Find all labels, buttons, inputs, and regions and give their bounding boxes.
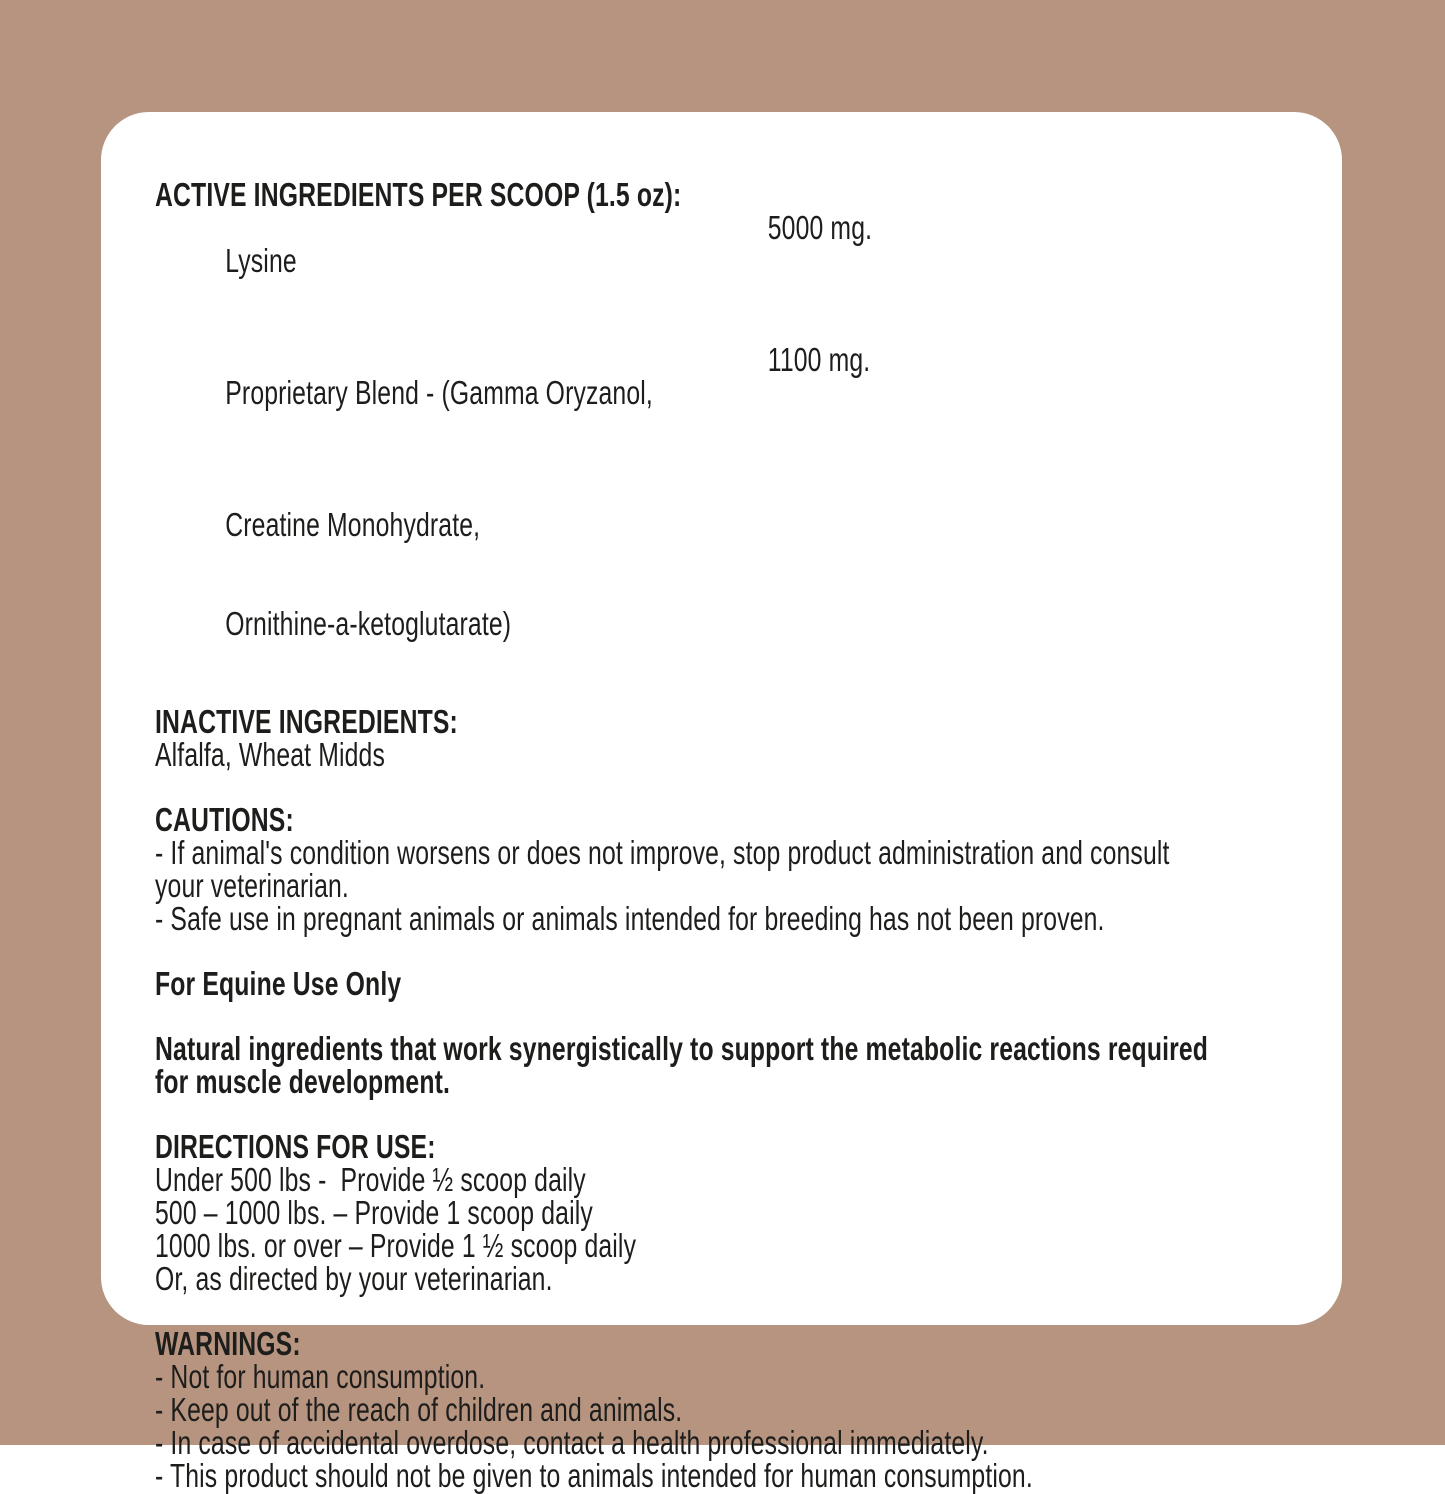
label-card bbox=[101, 112, 1342, 1494]
cautions-line: - If animal's condition worsens or does not improve, stop product administration and consult bbox=[155, 834, 1170, 871]
directions-line: 1000 lbs. or over – Provide 1 ½ scoop daily bbox=[155, 1227, 637, 1264]
cautions-line: - Safe use in pregnant animals or animals intended for breeding has not been proven. bbox=[155, 900, 1105, 937]
section-warnings bbox=[155, 1327, 1280, 1492]
directions-heading: DIRECTIONS FOR USE: bbox=[155, 1128, 436, 1165]
directions-line: Under 500 lbs - Provide ½ scoop daily bbox=[155, 1161, 586, 1198]
warnings-line: - In case of accidental overdose, contact a health professional immediately. bbox=[155, 1424, 989, 1461]
warnings-line: - Not for human consumption. bbox=[155, 1358, 486, 1395]
ingredient-row bbox=[155, 475, 1280, 574]
warnings-line: - Keep out of the reach of children and animals. bbox=[155, 1391, 683, 1428]
cautions-line: your veterinarian. bbox=[155, 867, 349, 904]
ingredient-row bbox=[155, 211, 1280, 343]
ingredient-name: Creatine Monohydrate, bbox=[225, 506, 481, 543]
description-line: for muscle development. bbox=[155, 1063, 451, 1100]
section-description bbox=[155, 1032, 1280, 1098]
warnings-heading: WARNINGS: bbox=[155, 1325, 301, 1362]
label-content bbox=[155, 178, 1280, 1492]
section-directions bbox=[155, 1130, 1280, 1295]
ingredient-name: Proprietary Blend - (Gamma Oryzanol, bbox=[225, 374, 653, 411]
section-inactive-ingredients bbox=[155, 705, 1280, 771]
ingredient-row bbox=[155, 343, 1280, 475]
ingredient-row bbox=[155, 574, 1280, 673]
directions-line: Or, as directed by your veterinarian. bbox=[155, 1260, 553, 1297]
section-active-ingredients bbox=[155, 178, 1280, 673]
directions-line: 500 – 1000 lbs. – Provide 1 scoop daily bbox=[155, 1194, 593, 1231]
ingredient-name: Ornithine-a-ketoglutarate) bbox=[225, 605, 512, 642]
ingredient-amount: 5000 mg. bbox=[767, 209, 873, 246]
active-ingredients-heading: ACTIVE INGREDIENTS PER SCOOP (1.5 oz): bbox=[155, 176, 682, 213]
warnings-line: - This product should not be given to animals intended for human consumption. bbox=[155, 1457, 1033, 1494]
ingredient-amount: 1100 mg. bbox=[767, 341, 871, 378]
ingredient-name: Lysine bbox=[225, 242, 297, 279]
cautions-heading: CAUTIONS: bbox=[155, 801, 294, 838]
section-equine-note bbox=[155, 967, 1280, 1000]
equine-use-note: For Equine Use Only bbox=[155, 965, 402, 1002]
inactive-ingredients-line: Alfalfa, Wheat Midds bbox=[155, 736, 385, 773]
inactive-ingredients-heading: INACTIVE INGREDIENTS: bbox=[155, 703, 458, 740]
section-cautions bbox=[155, 803, 1280, 935]
description-line: Natural ingredients that work synergistically to support the metabolic reactions required bbox=[155, 1030, 1209, 1067]
